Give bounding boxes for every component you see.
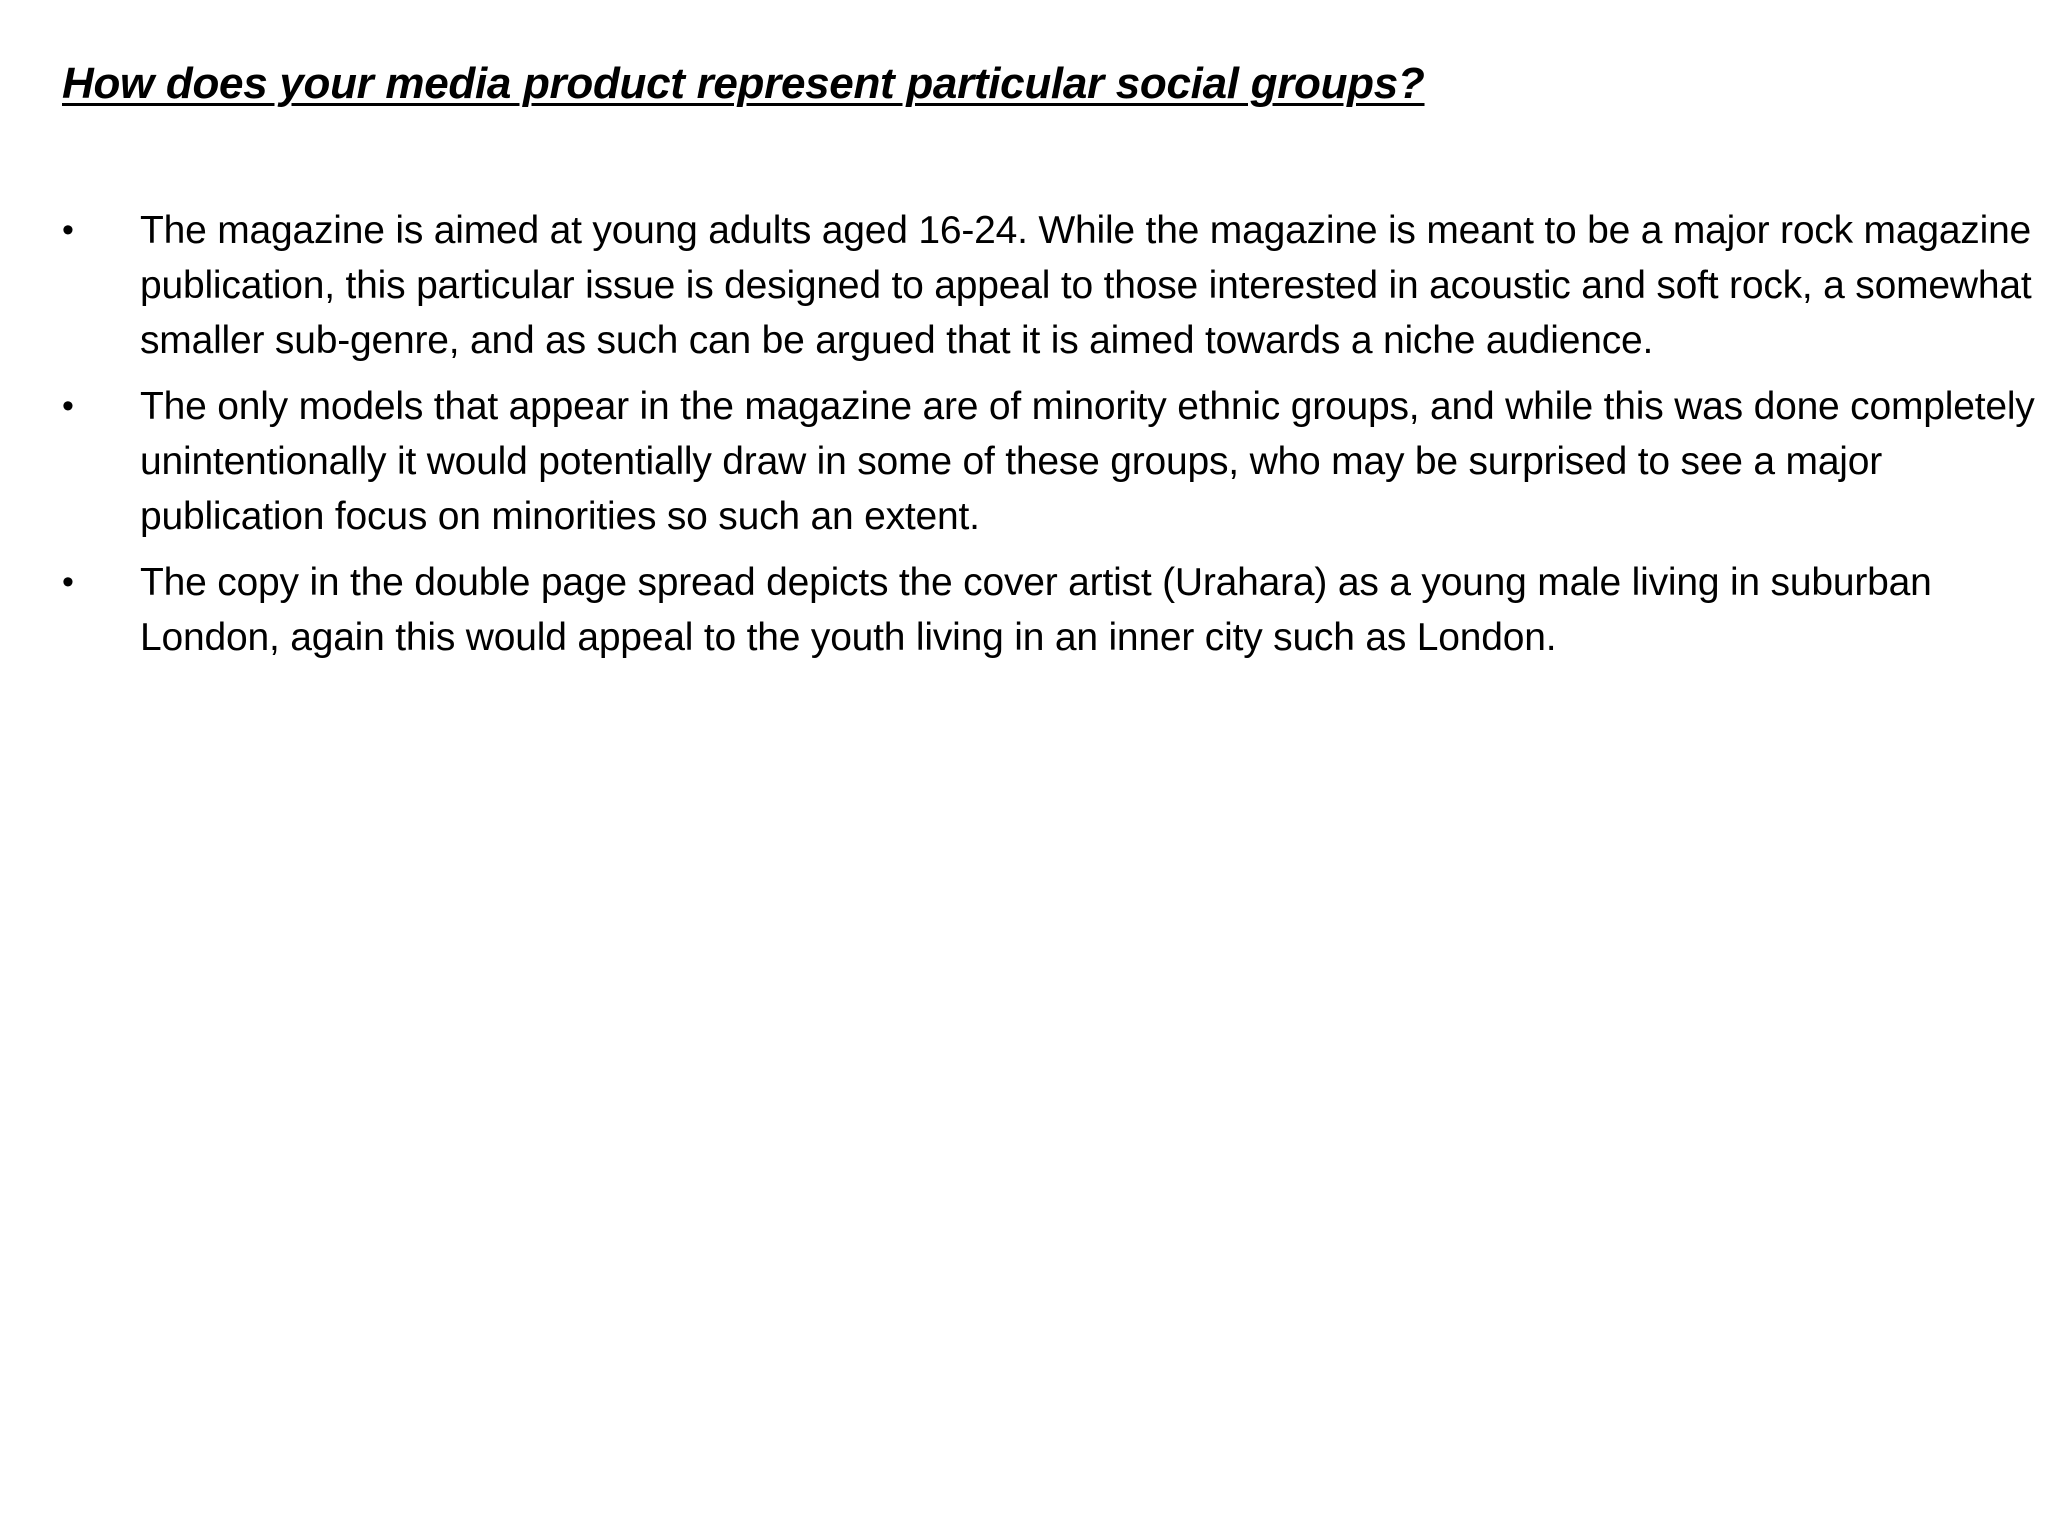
bullet-item	[62, 555, 2012, 665]
bullet-icon: •	[62, 387, 74, 425]
bullet-icon: •	[62, 211, 74, 249]
bullet-icon: •	[62, 563, 74, 601]
bullet-item	[62, 203, 2032, 368]
bullet-text: The magazine is aimed at young adults aged 16-24. While the magazine is meant to be a major rock magazine publication, this particular issue is designed to appeal to those interested in acoustic and soft rock, a somewhat smaller sub-genre, and as such can be argued that it is aimed towards a niche audience.	[140, 209, 2032, 362]
bullet-list	[62, 203, 2035, 676]
slide-title: How does your media product represent particular social groups?	[62, 59, 1425, 108]
bullet-text: The copy in the double page spread depicts the cover artist (Urahara) as a young male living in suburban London, again this would appeal to the youth living in an inner city such as London.	[140, 561, 1932, 659]
bullet-text: The only models that appear in the magazine are of minority ethnic groups, and while this was done completely unintentionally it would potentially draw in some of these groups, who may be surprised to see a major publication focus on minorities so such an extent.	[140, 385, 2035, 538]
bullet-item	[62, 379, 2035, 544]
